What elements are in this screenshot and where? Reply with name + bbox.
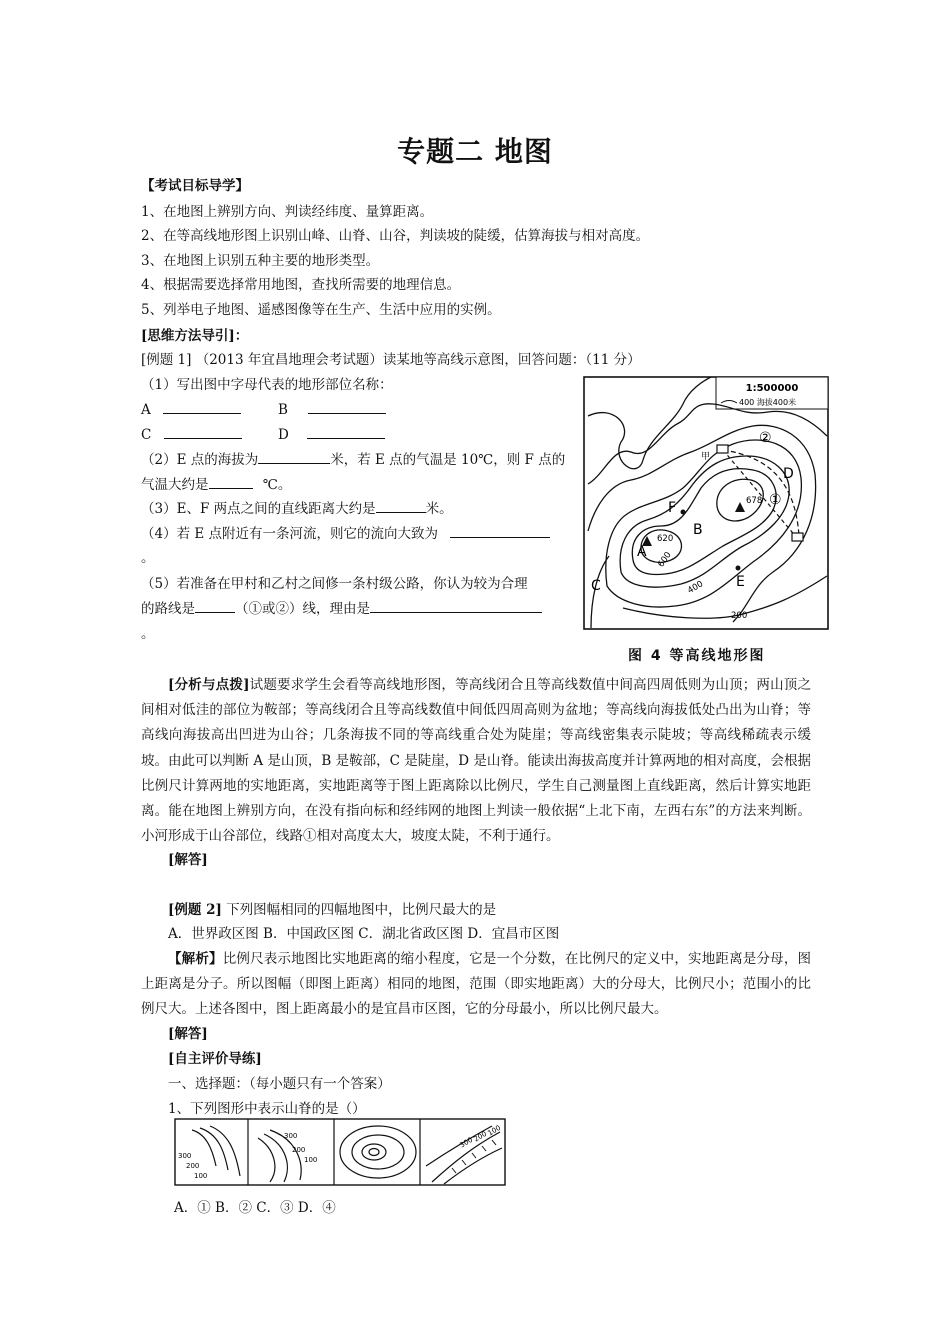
analysis-text: 试题要求学生会看等高线地形图，等高线闭合且等高线数值中间高四周低则为山顶；两山顶之间相对低洼的部位为鞍部；等高线闭合且等高线数值中间低四周高则为盆地；等高线向海拔低处凸出为山脊；等高线向海拔高出凹进为山谷；几条海拔不同的等高线重合处为陡崖；等高线密集表示陡坡；等高线稀疏表示缓坡。由此可以判断 A 是山顶，B 是鞍部，C 是陡崖，D 是山脊。能读出海拔高度并计算两地的相对高度，会根据比例尺计算两地的实地距离，实地距离等于图上距离除以比例尺，学生自己测量图上直线距离，然后计算实地距离。能在地图上辨别方向，在没有指向标和经纬网的地图上判读一般依据“上北下南，左西右东”的方法来判断。小河形成于山谷部位，线路①相对高度太大，坡度太陡，不利于通行。: [141, 677, 811, 845]
blank-c[interactable]: [164, 424, 242, 439]
section-heading-method: [思维方法导引]：: [141, 328, 249, 344]
ridge-figures: [174, 1118, 506, 1186]
practice-q1: 1、下列图形中表示山脊的是（）: [168, 1101, 366, 1117]
analysis-paragraph: [141, 673, 811, 849]
map-scale: 1:500000: [745, 383, 799, 394]
svg-text:100: 100: [194, 1172, 208, 1180]
label-200: 200: [731, 611, 748, 621]
label-a-map: A: [637, 544, 647, 560]
q4-text: （4）若 E 点附近有一条河流，则它的流向大致为: [141, 526, 439, 542]
example1-q5-cont: [141, 597, 542, 622]
example2-question: [168, 898, 496, 923]
label-d: D: [278, 427, 289, 443]
label-e-map: E: [736, 574, 745, 590]
answer-b: [278, 398, 386, 423]
answer-label-1: [解答]: [168, 852, 208, 868]
label-f-map: F: [668, 500, 677, 516]
map-frame: [584, 377, 828, 629]
example2-text: 下列图幅相同的四幅地图中，比例尺最大的是: [221, 902, 497, 918]
example2-options: A．世界政区图 B．中国政区图 C．湖北省政区图 D．宜昌市区图: [168, 926, 560, 942]
svg-text:300: 300: [284, 1132, 298, 1140]
label-678: 678: [746, 496, 763, 506]
svg-text:200: 200: [186, 1162, 200, 1170]
label-route-2: ②: [759, 430, 772, 446]
example1-q1: （1）写出图中字母代表的地形部位名称：: [141, 377, 393, 393]
q3-text: （3）E、F 两点之间的直线距离大约是: [141, 501, 376, 517]
blank-a[interactable]: [163, 399, 241, 414]
practice-q1-options: A．① B．② C．③ D．④: [174, 1200, 336, 1216]
blank-ef-distance[interactable]: [376, 498, 426, 513]
village-yi-icon: [792, 533, 803, 541]
example1-q4: [141, 522, 550, 547]
label-b: B: [278, 402, 288, 418]
section-heading-practice: [自主评价导练]: [168, 1051, 262, 1067]
example2-analysis: [141, 947, 811, 1023]
q5-text-2: （①或②）线，理由是: [235, 601, 370, 617]
blank-f-temp[interactable]: [209, 474, 253, 489]
q2-text: （2）E 点的海拔为: [141, 452, 259, 468]
q3-text-2: 米。: [425, 501, 453, 517]
goal-item: 4、根据需要选择常用地图，查找所需要的地理信息。: [141, 277, 461, 293]
svg-text:200: 200: [472, 1129, 489, 1144]
goal-item: 2、在等高线地形图上识别山峰、山脊、山谷，判读坡的陡缓，估算海拔与相对高度。: [141, 228, 650, 244]
example1-q2-cont: [141, 473, 291, 498]
label-400: 400: [686, 579, 706, 597]
answer-d: [278, 423, 385, 448]
analysis-label: [分析与点拨]: [168, 677, 250, 693]
label-d-map: D: [783, 466, 794, 482]
label-600: 600: [656, 550, 674, 570]
blank-b[interactable]: [308, 399, 386, 414]
answer-a: [141, 398, 241, 423]
answer-c: [141, 423, 242, 448]
svg-text:300: 300: [458, 1135, 475, 1150]
goal-item: 3、在地图上识别五种主要的地形类型。: [141, 253, 380, 269]
label-620: 620: [657, 534, 674, 544]
label-jia: 甲: [701, 452, 711, 462]
blank-route[interactable]: [195, 598, 235, 613]
blank-e-altitude[interactable]: [258, 449, 330, 464]
map-legend: 400 海拔400米: [739, 398, 797, 407]
q5-text: 的路线是: [141, 601, 195, 617]
page-title: 专题二 地图: [397, 135, 553, 168]
example2-label: [例题 2]: [168, 902, 222, 918]
label-route-1: ①: [769, 492, 782, 508]
village-jia-icon: [717, 445, 728, 453]
svg-text:300: 300: [178, 1152, 192, 1160]
practice-subheading: 一、选择题：（每小题只有一个答案）: [168, 1076, 391, 1092]
label-b-map: B: [693, 522, 703, 538]
example1-q3: [141, 497, 453, 522]
blank-flow[interactable]: [450, 523, 550, 538]
answer-label-2: [解答]: [168, 1026, 208, 1042]
example2-analysis-text: 比例尺表示地图比实地距离的缩小程度，它是一个分数，在比例尺的定义中，实地距离是分母，图上距离是分子。所以图幅（即图上距离）相同的地图，范围（即实地距离）大的分母大，比例尺小；范围小的比例尺大。上述各图中，图上距离最小的是宜昌市区图，它的分母最小，所以比例尺最大。: [141, 951, 812, 1018]
label-c-map: C: [591, 578, 601, 594]
label-c: C: [141, 427, 152, 443]
goal-item: 1、在地图上辨别方向、判读经纬度、量算距离。: [141, 204, 434, 220]
map-caption: 图 4 等高线地形图: [628, 648, 766, 664]
contour-map: [583, 376, 829, 630]
q2-text-4: ℃。: [262, 477, 292, 493]
label-a: A: [141, 402, 151, 418]
section-heading-goals: 【考试目标导学】: [141, 178, 249, 194]
example1-intro: [例题 1] （2013 年宜昌地理会考试题）读某地等高线示意图，回答问题：（11 分）: [141, 352, 641, 368]
blank-d[interactable]: [307, 424, 385, 439]
q4-end: 。: [141, 550, 155, 566]
svg-text:100: 100: [486, 1123, 503, 1138]
svg-text:200: 200: [292, 1146, 306, 1154]
example1-q5: （5）若准备在甲村和乙村之间修一条村级公路，你认为较为合理: [141, 576, 528, 592]
example1-q2: [141, 448, 565, 473]
svg-text:100: 100: [304, 1156, 318, 1164]
q2-text-3: 气温大约是: [141, 477, 209, 493]
q2-text-2: 米，若 E 点的气温是 10℃，则 F 点的: [330, 452, 566, 468]
example2-analysis-label: 【解析】: [168, 951, 223, 967]
blank-reason[interactable]: [370, 598, 542, 613]
point-e-dot: [736, 566, 741, 571]
goal-item: 5、列举电子地图、遥感图像等在生产、生活中应用的实例。: [141, 302, 501, 318]
point-f-dot: [681, 510, 686, 515]
q5-end: 。: [141, 626, 155, 642]
